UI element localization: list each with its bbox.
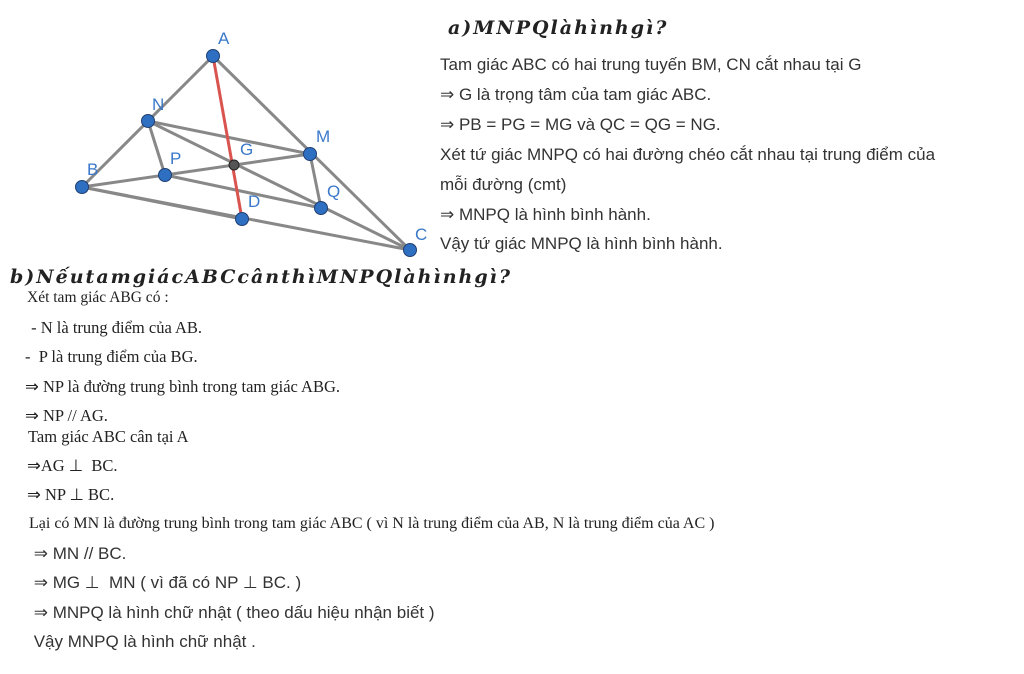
label-G: G [240,140,254,159]
segment-PQ [165,175,321,208]
part-a-line-1: Tam giác ABC có hai trung tuyến BM, CN cắt nhau tại G [440,55,862,74]
label-C: C [415,225,428,244]
triangle-figure [0,0,440,270]
part-b-line-12: ⇒ MNPQ là hình chữ nhật ( theo dấu hiệu nhận biết ) [29,603,435,622]
part-a-line-3: ⇒ PB = PG = MG và QC = QG = NG. [440,115,721,134]
part-b-line-7: ⇒AG ⊥ BC. [27,456,118,475]
label-M: M [316,127,331,146]
label-P: P [170,149,182,168]
segment-CN [148,121,410,250]
part-b-heading: b)NếutamgiácABCcânthìMNPQlàhìnhgì? [10,266,512,288]
part-b-line-6: Tam giác ABC cân tại A [28,427,189,446]
point-D [236,213,249,226]
part-b-line-8: ⇒ NP ⊥ BC. [27,485,115,504]
point-A [207,50,220,63]
label-D: D [248,192,261,211]
point-M [304,148,317,161]
part-b-line-11: ⇒ MG ⊥ MN ( vì đã có NP ⊥ BC. ) [29,573,302,592]
part-b-line-4: ⇒ NP là đường trung bình trong tam giác ABG. [25,377,341,396]
part-b-line-3: - P là trung điểm của BG. [25,347,198,366]
label-N: N [152,95,165,114]
part-a-line-2: ⇒ G là trọng tâm của tam giác ABC. [440,85,712,104]
part-b-line-13: Vậy MNPQ là hình chữ nhật . [29,632,256,651]
part-a-heading: a)MNPQlàhìnhgì? [448,17,669,39]
part-a-line-6: ⇒ MNPQ là hình bình hành. [440,205,651,224]
point-Q [315,202,328,215]
part-a-line-7: Vậy tứ giác MNPQ là hình bình hành. [440,234,723,253]
label-A: A [218,29,230,48]
part-b-line-5: ⇒ NP // AG. [25,406,108,425]
part-b-line-2: - N là trung điểm của AB. [27,318,203,337]
point-C [404,244,417,257]
label-Q: Q [327,182,341,201]
part-a-line-4: Xét tứ giác MNPQ có hai đường chéo cắt nhau tại trung điểm của [440,145,936,164]
point-N [142,115,155,128]
part-b-line-9: Lại có MN là đường trung bình trong tam giác ABC ( vì N là trung điểm của AB, N là trung điểm của AC ) [29,515,715,532]
segment-BD [82,187,242,219]
part-b-line-10: ⇒ MN // BC. [29,544,127,563]
part-a-line-5: mỗi đường (cmt) [440,175,567,194]
point-B [76,181,89,194]
point-G [229,160,239,170]
label-B: B [87,160,99,179]
point-P [159,169,172,182]
part-b-line-1: Xét tam giác ABG có : [27,289,169,306]
